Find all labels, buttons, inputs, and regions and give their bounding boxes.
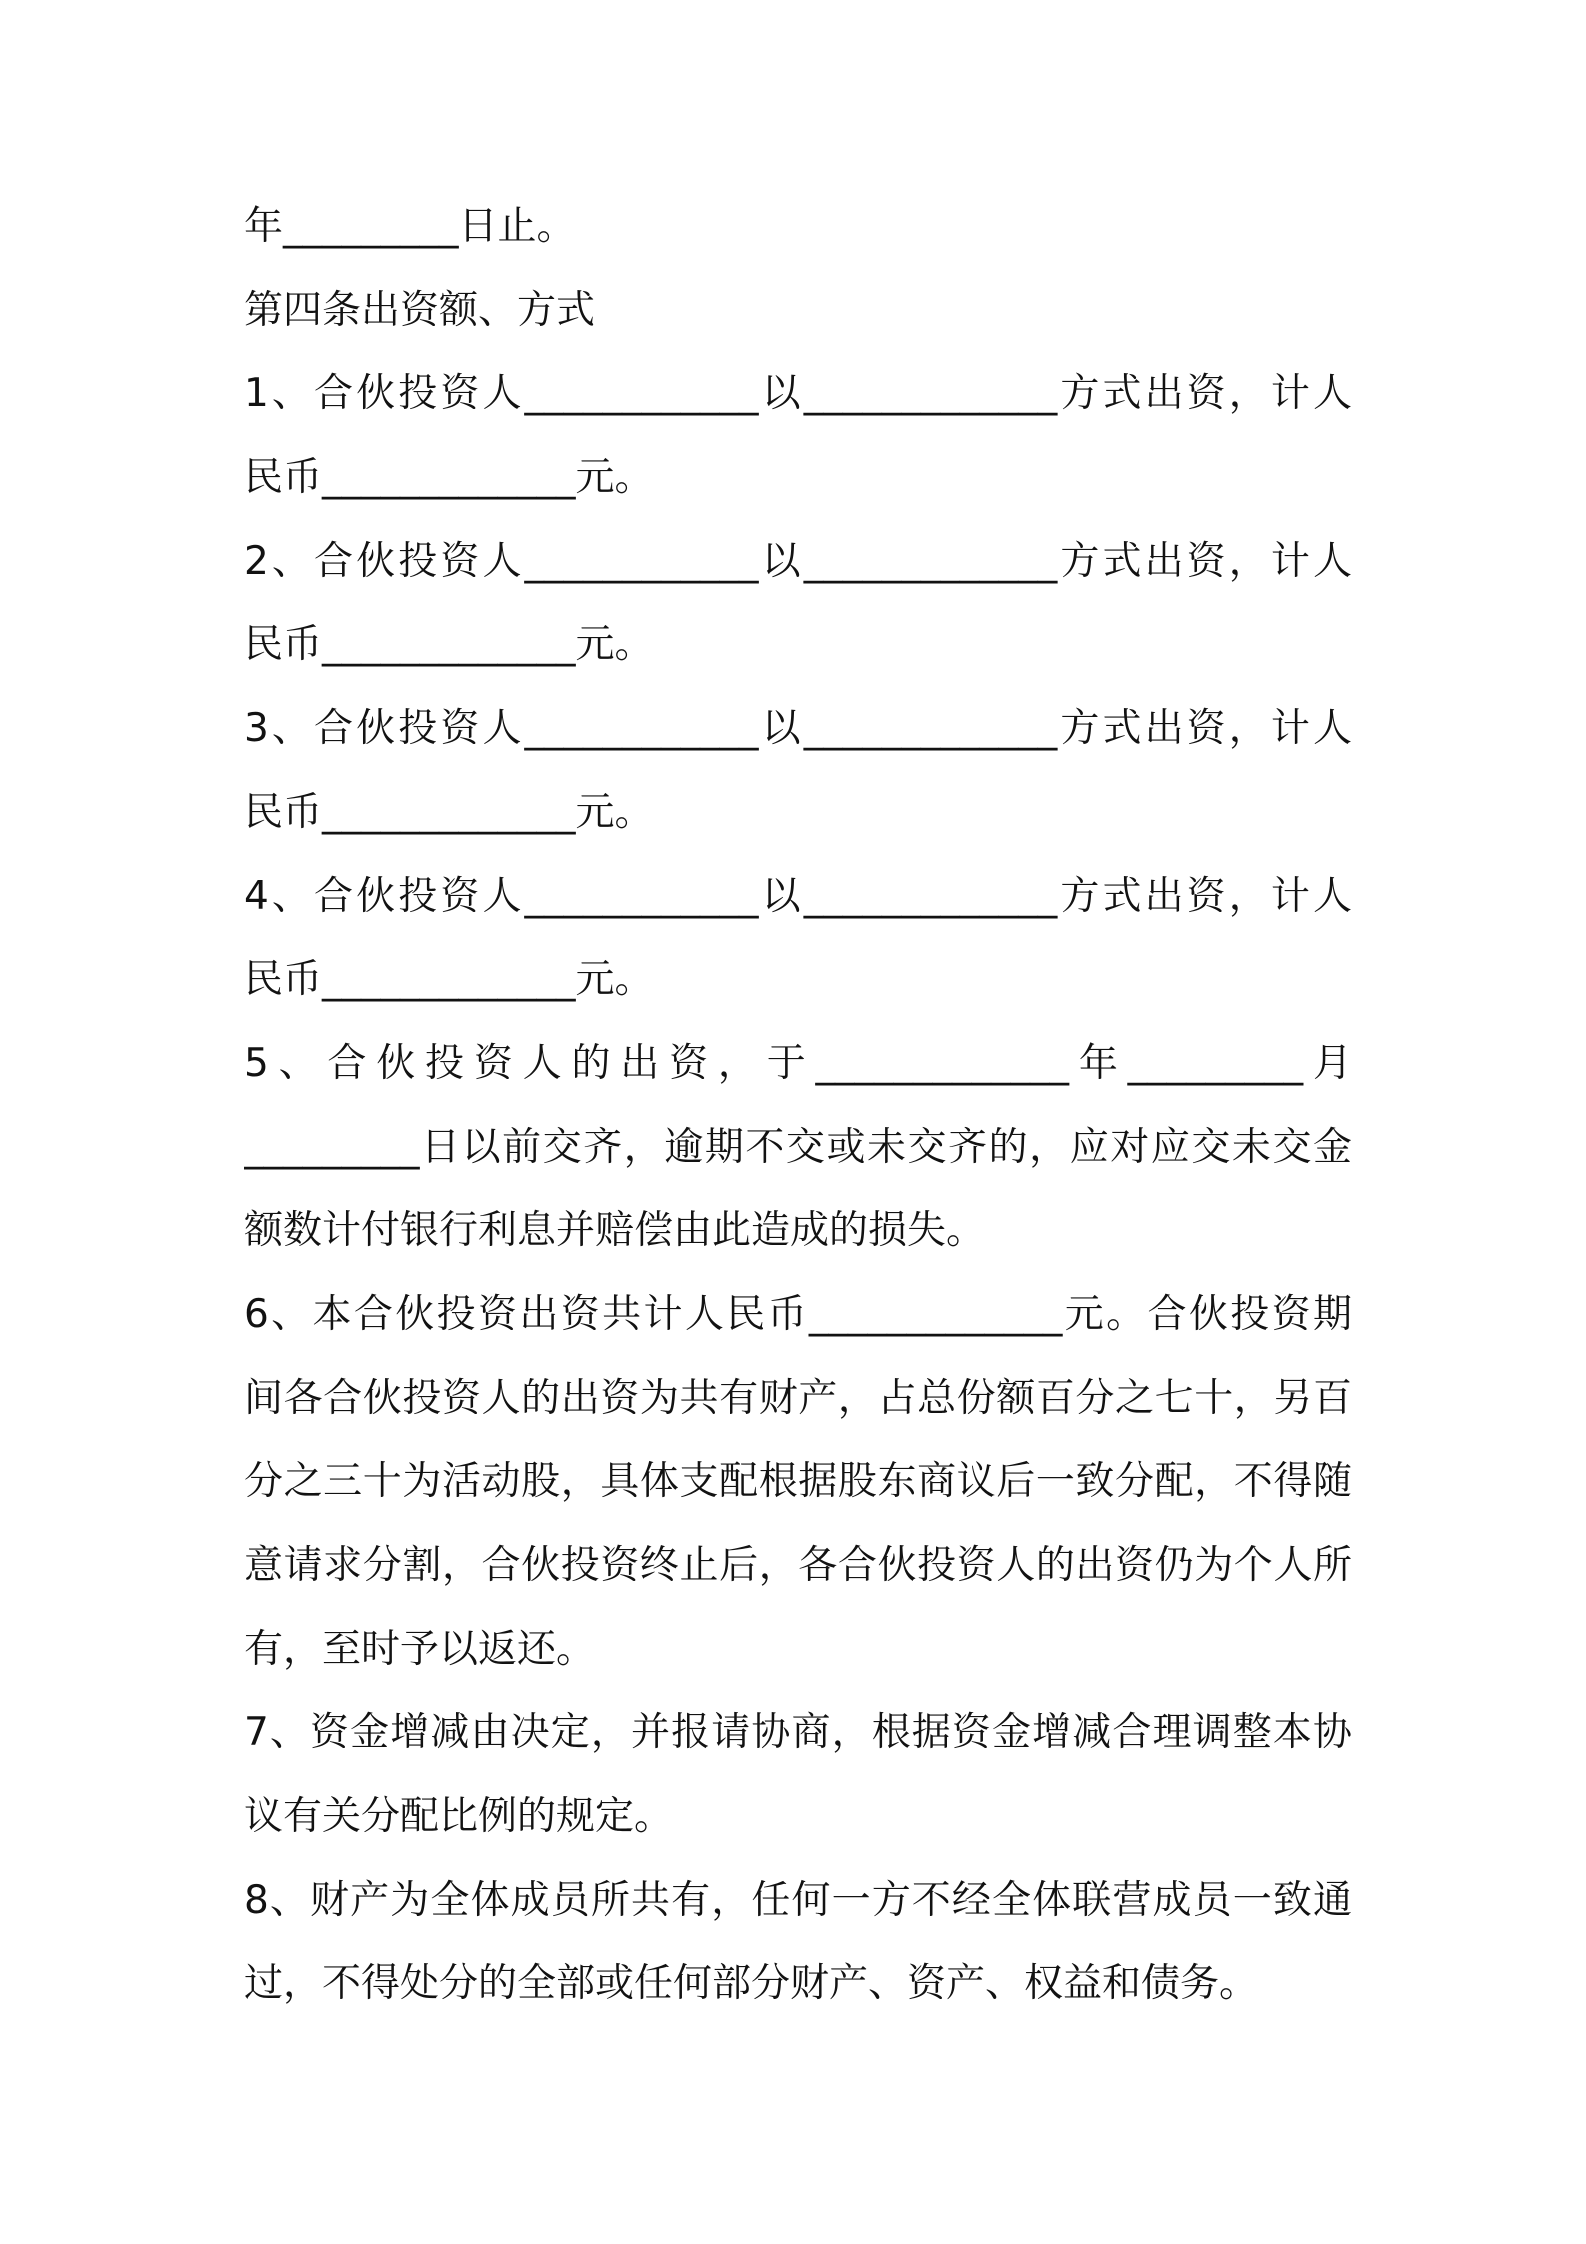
clause-line: 8、财产为全体成员所共有，任何一方不经全体联营成员一致通: [244, 1877, 1352, 1923]
clause-line: 民币_____________元。: [244, 789, 654, 835]
clause-line: 民币_____________元。: [244, 957, 654, 1003]
clause-3: [244, 687, 1586, 854]
clause-line: 过，不得处分的全部或任何部分财产、资产、权益和债务。: [244, 1961, 1259, 2007]
article-heading: 第四条出资额、方式: [244, 287, 596, 333]
clause-line: 民币_____________元。: [244, 622, 654, 668]
clause-line: 分之三十为活动股，具体支配根据股东商议后一致分配，不得随: [244, 1459, 1352, 1505]
clause-5: [244, 1022, 1586, 1273]
clause-line: 意请求分割，合伙投资终止后，各合伙投资人的出资仍为个人所: [244, 1543, 1352, 1588]
clause-line: 有，至时予以返还。: [244, 1626, 596, 1672]
clause-line: 1、合伙投资人____________以_____________方式出资，计人: [244, 371, 1352, 417]
clause-2: [244, 520, 1586, 687]
clause-6: [244, 1273, 1586, 1691]
clause-line: 2、合伙投资人____________以_____________方式出资，计人: [244, 538, 1352, 584]
clause-line: 4、合伙投资人____________以_____________方式出资，计人: [244, 873, 1352, 919]
clause-line: 额数计付银行利息并赔偿由此造成的损失。: [244, 1208, 986, 1254]
clause-line: 7、资金增减由决定，并报请协商，根据资金增减合理调整本协: [244, 1710, 1352, 1756]
clause-8: [244, 1859, 1586, 2026]
clause-line: 5、合伙投资人的出资，于_____________年_________月: [244, 1040, 1352, 1086]
clause-line: 议有关分配比例的规定。: [244, 1794, 674, 1840]
clause-1: [244, 352, 1586, 519]
clause-line: _________日以前交齐，逾期不交或未交齐的，应对应交未交金: [244, 1124, 1352, 1170]
clause-line: 3、合伙投资人____________以_____________方式出资，计人: [244, 706, 1352, 752]
clause-4: [244, 855, 1586, 1022]
clause-7: [244, 1691, 1586, 1858]
continuation-line: 年_________日止。: [244, 204, 576, 249]
clause-line: 6、本合伙投资出资共计人民币_____________元。合伙投资期: [244, 1291, 1352, 1337]
clause-line: 民币_____________元。: [244, 455, 654, 501]
clause-line: 间各合伙投资人的出资为共有财产，占总份额百分之七十，另百: [244, 1375, 1352, 1421]
